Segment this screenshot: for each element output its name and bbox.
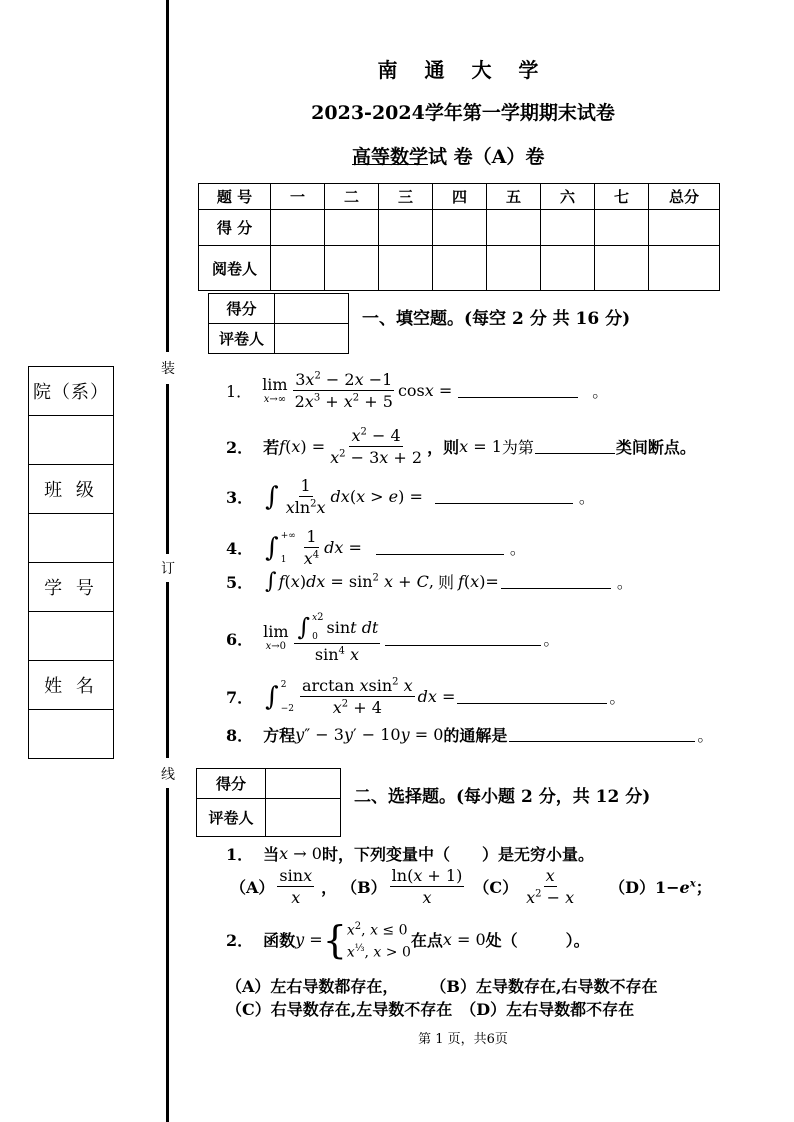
answer-blank[interactable] — [458, 383, 578, 398]
fill-q4: 4． ∫ +∞ 1 $\frac{1}{x^4}$ dx = 。 — [226, 527, 526, 568]
grader-cell[interactable] — [649, 246, 720, 291]
choice-q1: 1． 当 x → 0 时，下列变量中（ ）是无穷小量。 — [226, 844, 594, 864]
mini-score-label: 得分 — [209, 294, 275, 324]
q2-text: 若 — [263, 438, 280, 457]
score-col: 一 — [271, 184, 325, 210]
grader-cell[interactable] — [433, 246, 487, 291]
school-name: 南 通 大 学 — [377, 58, 549, 82]
q-number: 2． — [226, 931, 254, 951]
q-number: 6． — [226, 629, 254, 649]
choice-q2-text: 函数 — [263, 931, 296, 951]
mini-grader-cell[interactable] — [266, 799, 341, 837]
mini-score-cell[interactable] — [275, 294, 349, 324]
answer-blank[interactable] — [435, 489, 573, 504]
binding-line — [166, 384, 169, 554]
grader-cell[interactable] — [487, 246, 541, 291]
class-field[interactable] — [29, 514, 113, 563]
score-table — [198, 183, 720, 291]
q2-text: ，则 — [427, 438, 460, 457]
name-label: 姓 名 — [29, 661, 113, 710]
binding-line — [166, 582, 169, 758]
q-number: 7． — [226, 688, 254, 707]
q8-text: 的通解是 — [443, 726, 508, 745]
binding-char-ding: 订 — [159, 558, 177, 578]
score-row-label: 得 分 — [199, 210, 271, 246]
fill-q3: 3． ∫ $\frac{1}{xln^2x}$ dx(x > e) = 。 — [226, 476, 595, 517]
q-number: 2． — [226, 438, 254, 457]
option-c[interactable]: $\frac{x}{x^2 - x}$ — [526, 866, 575, 907]
q-number: 5． — [226, 573, 254, 592]
grader-cell[interactable] — [271, 246, 325, 291]
department-label: 院（系） — [29, 367, 113, 416]
fill-q5: 5． ∫ $f(x)dx = \sin^2 x + C$, 则 f(x)= 。 — [226, 568, 633, 594]
score-col: 五 — [487, 184, 541, 210]
binding-char-zhuang: 装 — [159, 358, 177, 378]
choice-q2-options-1[interactable]: （A）左右导数都存在， （B）左导数存在,右导数不存在 — [226, 977, 658, 996]
score-cell[interactable] — [487, 210, 541, 246]
student-id-field[interactable] — [29, 612, 113, 661]
score-col: 二 — [325, 184, 379, 210]
choice-q1-text: 当 — [263, 845, 280, 864]
answer-blank[interactable] — [457, 689, 607, 704]
answer-blank[interactable] — [535, 439, 615, 454]
mini-grader-label: 评卷人 — [197, 799, 266, 837]
student-id-label: 学 号 — [29, 563, 113, 612]
choice-q2-text: 在点 — [410, 931, 443, 951]
option-a[interactable]: $\frac{\sin x}{x}$ — [279, 866, 313, 907]
q-number: 1． — [226, 382, 253, 401]
exam-term: 2023-2024学年第一学期期末试卷 — [311, 102, 615, 124]
binding-line — [166, 0, 169, 352]
fill-q1: 1． lim x→∞ $\frac{3x^2 - 2x -1}{2x^3 + x^2 + 5}$ cosx = 。 — [226, 370, 609, 411]
score-table-header-label: 题 号 — [199, 184, 271, 210]
choice-q2: 2． 函数 y = { $x^2$, x ≤ 0 $x^{\frac{1}{3}}$, x > 0 在点 x = 0 处（ ）。 — [226, 917, 590, 962]
binding-line — [166, 788, 169, 1122]
q5-text: 则 — [437, 573, 454, 592]
mini-grader-cell[interactable] — [275, 324, 349, 354]
grader-row-label: 阅卷人 — [199, 246, 271, 291]
answer-blank[interactable] — [376, 540, 504, 555]
name-field[interactable] — [29, 710, 113, 759]
mini-score-label: 得分 — [197, 769, 266, 799]
section1-title: 一、填空题。(每空 2 分 共 16 分) — [362, 309, 631, 329]
fill-q7: 7． ∫ 2 −2 $\frac{\arctan xsin^2 x}{x^2 + 4}$ dx = 。 — [226, 676, 626, 717]
mini-grader-label: 评卷人 — [209, 324, 275, 354]
choice-q2-text: 处（ ）。 — [485, 931, 590, 951]
grader-cell[interactable] — [325, 246, 379, 291]
grader-cell[interactable] — [541, 246, 595, 291]
exam-title — [352, 142, 544, 169]
section2-score-box — [196, 768, 341, 837]
answer-blank[interactable] — [509, 727, 695, 742]
option-d[interactable]: $1-e^x$； — [655, 878, 712, 897]
section1-score-box — [208, 293, 349, 354]
q-number: 3． — [226, 488, 254, 507]
score-cell[interactable] — [271, 210, 325, 246]
option-b[interactable]: $\frac{\ln(x + 1)}{x}$ — [391, 866, 463, 907]
answer-blank[interactable] — [385, 631, 541, 646]
fill-q8: 8． 方程 y″ − 3y′ − 10y = 0 的通解是 。 — [226, 725, 714, 745]
course-name: 高等数学 — [352, 146, 429, 168]
score-col: 七 — [595, 184, 649, 210]
q-number: 1． — [226, 845, 254, 864]
option-b-label: （B） — [341, 878, 387, 897]
option-d-label: （D） — [609, 878, 655, 897]
score-cell[interactable] — [649, 210, 720, 246]
choice-q1-options: （A） $\frac{\sin x}{x}$ ， （B） $\frac{\ln(x + 1)}{x}$ （C） $\frac{x}{x^2 - x}$ （D） $1-e^x$； — [230, 866, 712, 907]
grader-cell[interactable] — [595, 246, 649, 291]
score-cell[interactable] — [433, 210, 487, 246]
answer-blank[interactable] — [501, 574, 611, 589]
option-a-label: （A） — [230, 878, 275, 897]
score-cell[interactable] — [325, 210, 379, 246]
page-footer: 第 1 页，共6页 — [418, 1032, 508, 1047]
score-col: 三 — [379, 184, 433, 210]
choice-q2-options-2[interactable]: （C）右导数存在,左导数不存在 （D）左右导数都不存在 — [226, 1000, 635, 1019]
student-info-box — [28, 366, 114, 759]
department-field[interactable] — [29, 416, 113, 465]
score-cell[interactable] — [541, 210, 595, 246]
fill-q2: 2． 若 f(x) = $\frac{x^2 - 4}{x^2 - 3x + 2}$ ，则 x = 1 为第 类间断点。 — [226, 426, 696, 467]
choice-q1-text: 时，下列变量中（ ）是无穷小量。 — [321, 845, 594, 864]
class-label: 班 级 — [29, 465, 113, 514]
section2-title: 二、选择题。(每小题 2 分，共 12 分) — [354, 787, 651, 807]
fill-q6: 6． lim x→0 ∫ x2 0 sin t dt $\sin^4 x$ 。 — [226, 612, 560, 664]
q-number: 8． — [226, 726, 254, 745]
option-c-label: （C） — [473, 878, 519, 897]
score-col: 六 — [541, 184, 595, 210]
score-col-total: 总分 — [649, 184, 720, 210]
mini-score-cell[interactable] — [266, 769, 341, 799]
grader-cell[interactable] — [379, 246, 433, 291]
q2-text: 类间断点。 — [615, 438, 696, 457]
q8-text: 方程 — [263, 726, 296, 745]
score-cell[interactable] — [595, 210, 649, 246]
q-number: 4． — [226, 539, 254, 558]
binding-char-xian: 线 — [159, 764, 177, 784]
q2-text: 为第 — [501, 438, 534, 457]
score-col: 四 — [433, 184, 487, 210]
paper-suffix: 试 卷（A）卷 — [428, 146, 545, 168]
score-cell[interactable] — [379, 210, 433, 246]
